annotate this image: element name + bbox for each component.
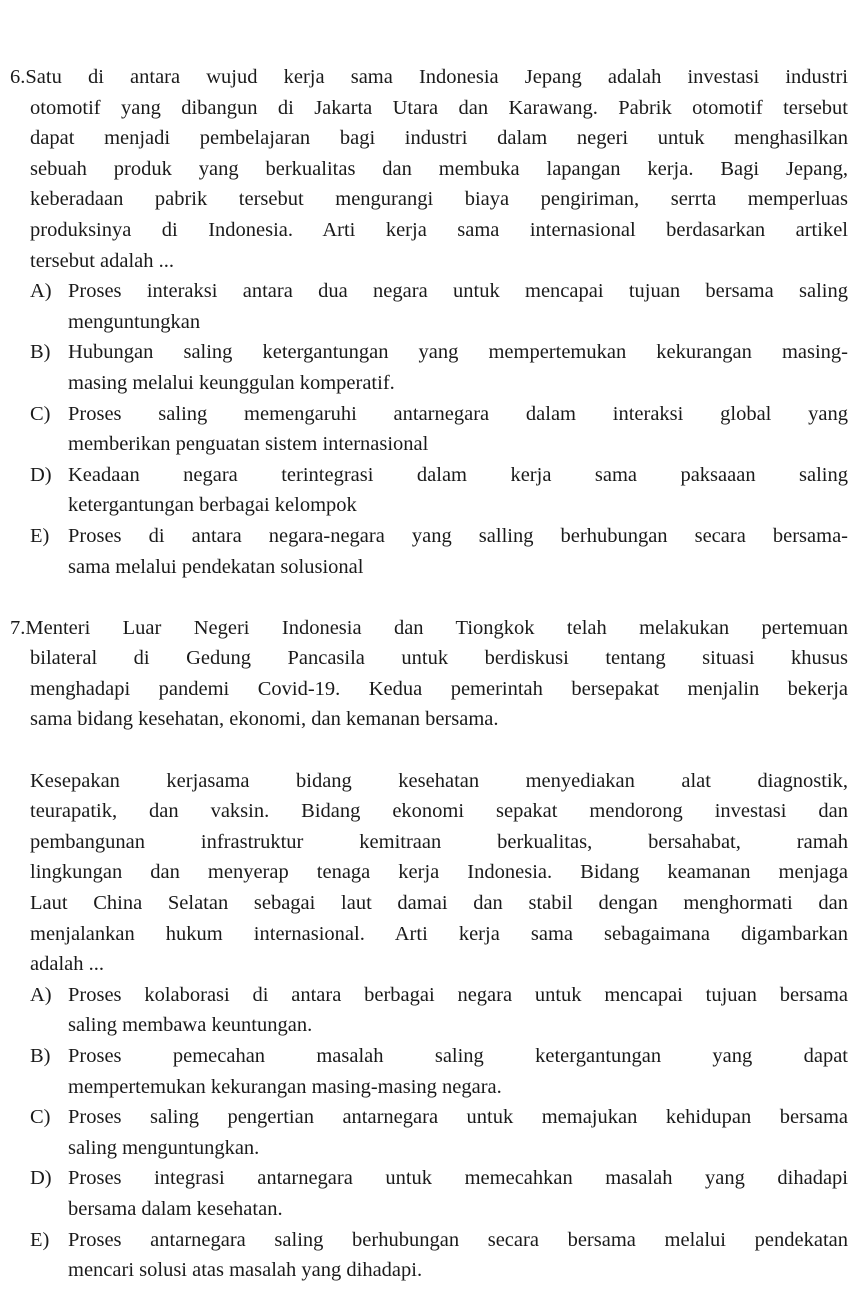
answer-option-b[interactable] (10, 337, 848, 398)
answer-option-e[interactable] (10, 521, 848, 582)
question-7 (10, 613, 848, 1286)
option-text: mencari solusi atas masalah yang dihadapi. (68, 1259, 423, 1282)
text-line: sebuah produk yang berkualitas dan membuka lapangan kerja. Bagi Jepang, (30, 157, 848, 180)
option-label: D) (30, 463, 52, 486)
answer-option-c[interactable] (10, 399, 848, 460)
text-line: lingkungan dan menyerap tenaga kerja Indonesia. Bidang keamanan menjaga (30, 861, 848, 884)
option-label: B) (30, 341, 51, 364)
option-text: Proses kolaborasi di antara berbagai negara untuk mencapai tujuan bersama (68, 983, 848, 1006)
option-text: Proses antarnegara saling berhubungan secara bersama melalui pendekatan (68, 1228, 848, 1251)
option-label: B) (30, 1045, 51, 1067)
question-6 (10, 62, 848, 582)
answer-option-e[interactable] (10, 1225, 848, 1286)
question-context (10, 766, 848, 980)
text-line: tersebut adalah ... (30, 249, 175, 272)
option-text: masing melalui keunggulan komperatif. (68, 371, 395, 394)
option-text: memberikan penguatan sistem internasional (68, 433, 429, 456)
option-text: Proses pemecahan masalah saling ketergantungan yang dapat (68, 1045, 848, 1067)
question-stem (10, 613, 848, 735)
spacer (10, 735, 848, 766)
option-label: A) (30, 983, 52, 1006)
answer-option-a[interactable] (10, 276, 848, 337)
spacer (10, 582, 848, 613)
text-line: 6.Satu di antara wujud kerja sama Indonesia Jepang adalah investasi industri (10, 66, 848, 88)
text-line: Kesepakan kerjasama bidang kesehatan menyediakan alat diagnostik, (30, 769, 848, 792)
text-line: menghadapi pandemi Covid-19. Kedua pemerintah bersepakat menjalin bekerja (30, 677, 848, 700)
answer-option-d[interactable] (10, 460, 848, 521)
text-line: keberadaan pabrik tersebut mengurangi biaya pengiriman, serrta memperluas (30, 188, 848, 211)
answer-option-d[interactable] (10, 1163, 848, 1224)
option-text: Proses di antara negara-negara yang salling berhubungan secara bersama- (68, 524, 848, 547)
text-line: pembangunan infrastruktur kemitraan berkualitas, bersahabat, ramah (30, 830, 848, 853)
option-text: saling membawa keuntungan. (68, 1014, 313, 1037)
option-text: Proses saling pengertian antarnegara untuk memajukan kehidupan bersama (68, 1106, 848, 1129)
document-page (10, 62, 848, 1286)
option-text: bersama dalam kesehatan. (68, 1197, 283, 1220)
text-line: adalah ... (30, 953, 104, 976)
text-line: menjalankan hukum internasional. Arti kerja sama sebagaimana digambarkan (30, 922, 848, 945)
option-text: mempertemukan kekurangan masing-masing negara. (68, 1075, 502, 1098)
option-text: Keadaan negara terintegrasi dalam kerja sama paksaaan saling (68, 463, 848, 486)
text-line: 7.Menteri Luar Negeri Indonesia dan Tiongkok telah melakukan pertemuan (10, 616, 848, 639)
option-label: C) (30, 1106, 51, 1129)
option-text: Proses integrasi antarnegara untuk memecahkan masalah yang dihadapi (68, 1167, 848, 1190)
text-line: produksinya di Indonesia. Arti kerja sama internasional berdasarkan artikel (30, 218, 848, 241)
option-label: C) (30, 402, 51, 425)
text-line: dapat menjadi pembelajaran bagi industri dalam negeri untuk menghasilkan (30, 127, 848, 150)
option-label: E) (30, 1228, 50, 1251)
option-text: sama melalui pendekatan solusional (68, 555, 364, 578)
answer-option-c[interactable] (10, 1102, 848, 1163)
option-label: A) (30, 280, 52, 303)
answer-option-b[interactable] (10, 1041, 848, 1102)
text-line: sama bidang kesehatan, ekonomi, dan kemanan bersama. (30, 708, 499, 731)
text-line: Laut China Selatan sebagai laut damai dan stabil dengan menghormati dan (30, 892, 848, 915)
text-line: teurapatik, dan vaksin. Bidang ekonomi sepakat mendorong investasi dan (30, 800, 848, 823)
option-text: saling menguntungkan. (68, 1136, 260, 1159)
text-line: otomotif yang dibangun di Jakarta Utara dan Karawang. Pabrik otomotif tersebut (30, 96, 848, 119)
option-label: D) (30, 1167, 52, 1190)
text-line: bilateral di Gedung Pancasila untuk berdiskusi tentang situasi khusus (30, 647, 848, 670)
answer-option-a[interactable] (10, 980, 848, 1041)
option-label: E) (30, 524, 50, 547)
option-text: Hubungan saling ketergantungan yang mempertemukan kekurangan masing- (68, 341, 848, 364)
question-stem (10, 62, 848, 276)
option-text: ketergantungan berbagai kelompok (68, 494, 357, 517)
option-text: Proses interaksi antara dua negara untuk mencapai tujuan bersama saling (68, 280, 848, 303)
option-text: menguntungkan (68, 310, 201, 333)
option-text: Proses saling memengaruhi antarnegara dalam interaksi global yang (68, 402, 848, 425)
